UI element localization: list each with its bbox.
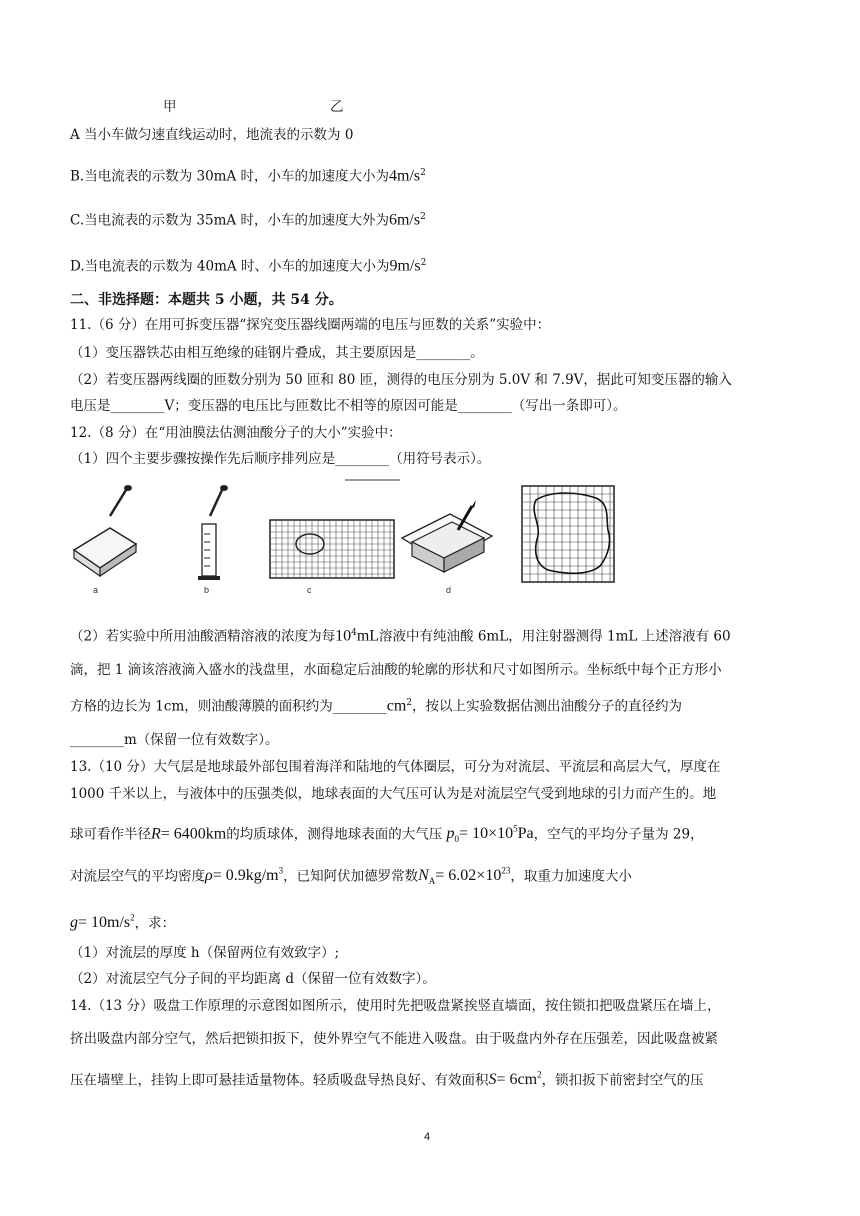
q14-l3-text2: ，锁扣扳下前密封空气的压 xyxy=(541,1072,704,1089)
q13-p-sup: 5 xyxy=(513,824,518,834)
q13-l3-text2: 的均质球体，测得地球表面的大气压 xyxy=(226,826,443,843)
q13-rho-value: = 0.9kg/m xyxy=(212,867,279,885)
figure-label-b: b xyxy=(204,585,210,595)
q12-p2-unit: mL xyxy=(356,627,380,645)
q13-line3 xyxy=(70,820,704,849)
q13-l3-text: 球可看作半径 xyxy=(70,826,151,843)
q12-p2c-text: 方格的边长为 1cm，则油酸薄膜的面积约为________ xyxy=(70,698,387,715)
q13-l4-text2: ，已知阿伏加德罗常数 xyxy=(283,868,419,885)
q12-p2-sup: 4 xyxy=(351,628,357,638)
q13-p-unit: Pa xyxy=(517,825,534,843)
q13-g-sup: 2 xyxy=(130,913,135,923)
option-b-text: B.当电流表的示数为 30mA 时，小车的加速度大小为 xyxy=(70,168,390,185)
q13-l4-text: 对流层空气的平均密度 xyxy=(70,868,205,885)
q14-line3 xyxy=(70,1066,704,1089)
page-number: 4 xyxy=(424,1131,431,1143)
q14-symbol-S: S xyxy=(488,1071,497,1089)
q11-line3: （2）若变压器两线圈的匝数分别为 50 匝和 80 匝，测得的电压分别为 5.0V 和 7.9V，据此可知变压器的输入 xyxy=(70,372,732,388)
q13-symbol-rho: ρ xyxy=(205,867,213,885)
figure-label-c: c xyxy=(307,585,312,595)
q13-l4-text3: ，取重力加速度大小 xyxy=(510,868,632,885)
q12-p2-text: （2）若实验中所用油酸酒精溶液的浓度为每 xyxy=(70,628,336,645)
figure-d-glass-plate-pen xyxy=(402,500,492,572)
q12-p2c-unit: cm xyxy=(386,697,407,715)
q13-symbol-g: g xyxy=(70,914,78,932)
q14-l3-text: 压在墙壁上，挂钩上即可悬挂适量物体。轻质吸盘导热良好、有效面积 xyxy=(70,1072,489,1089)
q11-line1: 11.（6 分）在用可拆变压器“探究变压器线圈两端的电压与匝数的关系”实验中： xyxy=(70,317,551,333)
q12-p2c-sup: 2 xyxy=(406,698,413,708)
q13-R-value: = 6400km xyxy=(160,825,227,843)
option-d xyxy=(70,254,426,276)
figure-a-dropper-tray xyxy=(74,485,136,576)
q14-S-value: = 6cm xyxy=(496,1071,538,1089)
option-c-sup: 2 xyxy=(420,212,426,222)
q12-p2c-rest: ，按以上实验数据估测出油酸分子的直径约为 xyxy=(412,698,683,715)
q12-p2-num: 10 xyxy=(335,627,352,645)
q14-S-sup: 2 xyxy=(537,1070,542,1080)
q12-p2-line1 xyxy=(70,624,731,646)
q12-p2-line2: 滴，把 1 滴该溶液滴入盛水的浅盘里，水面稳定后油酸的轮廓的形状和尺寸如图所示。坐标纸中每个正方形小 xyxy=(70,662,722,678)
q13-N-sub: A xyxy=(428,876,436,887)
q12-line1: 12.（8 分）在“用油膜法估测油酸分子的大小”实验中： xyxy=(70,425,402,441)
figure-label-jia: 甲 xyxy=(163,99,177,115)
q11-line2: （1）变压器铁芯由相互绝缘的硅钢片叠成，其主要原因是________。 xyxy=(70,345,484,361)
q13-rho-sup: 3 xyxy=(278,866,284,876)
figure-label-yi: 乙 xyxy=(330,99,344,115)
q12-p2-line4: ________m（保留一位有效数字）。 xyxy=(70,732,279,748)
q13-g-value: = 10m/s xyxy=(78,914,131,932)
q13-line4 xyxy=(70,862,632,891)
q13-line6: （1）对流层的厚度 h（保留两位有效致字）; xyxy=(70,945,340,961)
q13-l5-text: ，求： xyxy=(134,915,176,932)
q13-p-sub: 0 xyxy=(454,834,460,845)
q13-symbol-N: N xyxy=(418,867,429,885)
option-b xyxy=(70,164,426,186)
option-c-formula: 6m/s xyxy=(388,211,421,229)
section-heading: 二、非选择题：本题共 5 小题，共 54 分。 xyxy=(70,292,343,308)
option-a: A 当小车做匀速直线运动时，地流表的示数为 0 xyxy=(70,127,354,143)
figure-label-d: d xyxy=(446,585,452,595)
q13-line5 xyxy=(70,909,175,932)
option-c xyxy=(70,208,426,230)
option-c-text: C.当电流表的示数为 35mA 时，小车的加速度大外为 xyxy=(70,212,389,229)
figure-label-a: a xyxy=(93,585,99,595)
q12-p2-rest: 溶液中有纯油酸 6mL，用注射器测得 1mL 上述溶液有 60 xyxy=(379,628,731,645)
q12-line2: （1）四个主要步骤按操作先后顺序排列应是________（用符号表示）。 xyxy=(70,451,491,467)
option-d-sup: 2 xyxy=(420,258,427,268)
q13-symbol-p: p xyxy=(446,825,455,843)
q13-l3-text3: ，空气的平均分子量为 29， xyxy=(533,826,704,843)
q14-line1: 14.（13 分）吸盘工作原理的示意图如图所示，使用时先把吸盘紧挨竖直墙面，按住锁扣把吸盘紧压在墙上， xyxy=(70,998,721,1014)
option-b-sup: 2 xyxy=(420,168,426,178)
q13-line1: 13.（10 分）大气层是地球最外部包围着海洋和陆地的气体圈层，可分为对流层、平流层和高层大气，厚度在 xyxy=(70,759,721,775)
q13-N-sup: 23 xyxy=(501,866,511,876)
q13-line7: （2）对流层空气分子间的平均距离 d（保留一位有效数字）。 xyxy=(70,971,436,987)
figure-e-oil-film-grid xyxy=(522,486,614,582)
q11-line4: 电压是________V；变压器的电压比与匝数比不相等的原因可能是________（写出一条即可）。 xyxy=(70,398,627,414)
figure-c-grid-tray xyxy=(270,520,394,578)
option-d-formula: 9m/s xyxy=(389,257,421,275)
q12-p2-line3 xyxy=(70,694,682,716)
oil-film-experiment-figure xyxy=(60,478,630,598)
option-d-text: D.当电流表的示数为 40mA 时、小车的加速度大小为 xyxy=(70,258,390,275)
figure-b-graduated-cylinder xyxy=(198,485,228,580)
q13-p-value: = 10×10 xyxy=(459,825,514,843)
option-b-formula: 4m/s xyxy=(389,167,421,185)
q13-N-value: = 6.02×10 xyxy=(435,867,502,885)
q14-line2: 挤出吸盘内部分空气，然后把锁扣扳下，使外界空气不能进入吸盘。由于吸盘内外存在压强差，因此吸盘被紧 xyxy=(70,1031,718,1047)
q13-line2: 1000 千米以上，与液体中的压强类似，地球表面的大气压可认为是对流层空气受到地球的引力而产生的。地 xyxy=(70,786,717,802)
q13-symbol-R: R xyxy=(151,825,161,843)
